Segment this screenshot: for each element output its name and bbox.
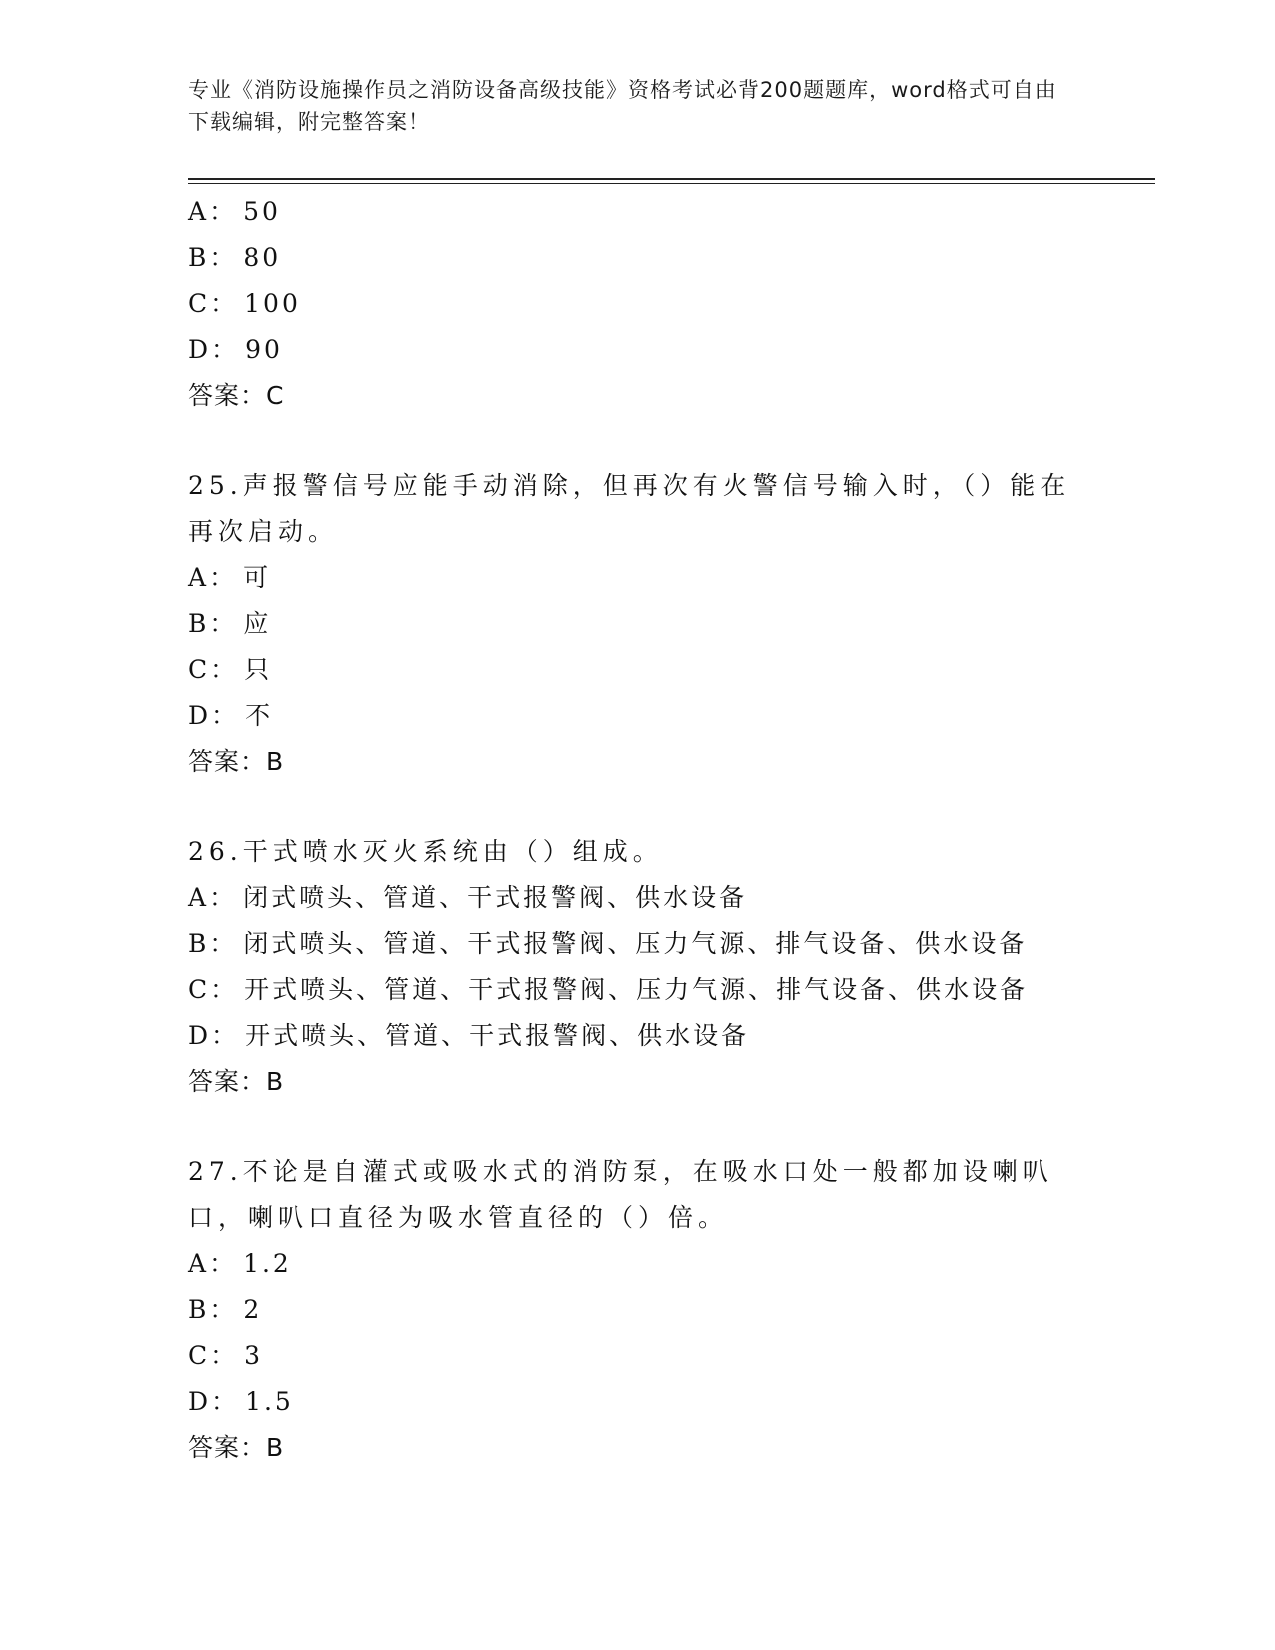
question-stem: 26.干式喷水灭火系统由（）组成。 xyxy=(188,837,663,866)
question-block xyxy=(188,189,1088,419)
option-d xyxy=(188,1013,1088,1059)
option-separator: ： xyxy=(209,929,238,958)
option-letter: C xyxy=(188,289,211,318)
option-text: 开式喷头、管道、干式报警阀、供水设备 xyxy=(245,1021,750,1050)
header-divider xyxy=(188,178,1155,180)
option-letter: B xyxy=(188,243,210,272)
option-d xyxy=(188,1379,1088,1425)
spacer xyxy=(188,419,1088,463)
option-text: 90 xyxy=(245,335,283,364)
option-separator: ： xyxy=(211,1021,240,1050)
answer-line: 答案：B xyxy=(188,1067,285,1096)
option-d xyxy=(188,327,1088,373)
option-a xyxy=(188,1241,1088,1287)
option-text: 可 xyxy=(243,563,272,592)
option-separator: ： xyxy=(210,289,239,318)
answer-line: 答案：B xyxy=(188,1433,285,1462)
option-letter: B xyxy=(188,1295,210,1324)
question-block xyxy=(188,463,1088,785)
question-stem: 27.不论是自灌式或吸水式的消防泵，在吸水口处一般都加设喇叭口，喇叭口直径为吸水管直径的（）倍。 xyxy=(188,1157,1053,1232)
option-text: 100 xyxy=(244,289,301,318)
option-separator: ： xyxy=(209,243,238,272)
option-text: 应 xyxy=(243,609,272,638)
option-separator: ： xyxy=(211,701,240,730)
option-b xyxy=(188,601,1088,647)
spacer xyxy=(188,1105,1088,1149)
option-text: 80 xyxy=(243,243,282,272)
option-c xyxy=(188,647,1088,693)
option-a xyxy=(188,189,1088,235)
option-letter: B xyxy=(188,929,210,958)
option-letter: A xyxy=(188,1249,210,1278)
option-text: 不 xyxy=(245,701,274,730)
option-separator: ： xyxy=(211,1387,240,1416)
option-text: 闭式喷头、管道、干式报警阀、压力气源、排气设备、供水设备 xyxy=(243,929,1028,958)
option-letter: C xyxy=(188,975,211,1004)
option-separator: ： xyxy=(210,1341,239,1370)
option-text: 闭式喷头、管道、干式报警阀、供水设备 xyxy=(243,883,748,912)
option-b xyxy=(188,1287,1088,1333)
answer-line: 答案：C xyxy=(188,381,285,410)
option-a xyxy=(188,555,1088,601)
header-divider-thin xyxy=(188,183,1155,184)
option-b xyxy=(188,921,1088,967)
option-letter: D xyxy=(188,1387,212,1416)
option-text: 1.5 xyxy=(245,1387,294,1416)
option-text: 开式喷头、管道、干式报警阀、压力气源、排气设备、供水设备 xyxy=(244,975,1029,1004)
question-block xyxy=(188,829,1088,1105)
question-stem: 25.声报警信号应能手动消除，但再次有火警信号输入时，（）能在再次启动。 xyxy=(188,471,1071,546)
option-letter: A xyxy=(188,197,210,226)
option-text: 3 xyxy=(244,1341,264,1370)
option-c xyxy=(188,1333,1088,1379)
option-letter: D xyxy=(188,1021,212,1050)
option-c xyxy=(188,967,1088,1013)
option-separator: ： xyxy=(209,609,238,638)
option-separator: ： xyxy=(209,563,238,592)
option-letter: B xyxy=(188,609,210,638)
document-header: 专业《消防设施操作员之消防设备高级技能》资格考试必背200题题库，word格式可自由下载编辑，附完整答案！ xyxy=(188,78,1057,134)
option-letter: D xyxy=(188,701,212,730)
option-text: 1.2 xyxy=(243,1249,292,1278)
option-letter: D xyxy=(188,335,212,364)
option-text: 只 xyxy=(244,655,273,684)
option-text: 2 xyxy=(243,1295,263,1324)
option-separator: ： xyxy=(209,1249,238,1278)
option-text: 50 xyxy=(243,197,281,226)
option-separator: ： xyxy=(209,883,238,912)
option-letter: A xyxy=(188,563,210,592)
question-block xyxy=(188,1149,1088,1471)
answer-line: 答案：B xyxy=(188,747,285,776)
option-separator: ： xyxy=(210,655,239,684)
option-d xyxy=(188,693,1088,739)
option-separator: ： xyxy=(209,1295,238,1324)
option-separator: ： xyxy=(209,197,238,226)
option-separator: ： xyxy=(210,975,239,1004)
option-a xyxy=(188,875,1088,921)
option-separator: ： xyxy=(211,335,240,364)
option-b xyxy=(188,235,1088,281)
question-list xyxy=(188,189,1088,1471)
option-c xyxy=(188,281,1088,327)
spacer xyxy=(188,785,1088,829)
option-letter: C xyxy=(188,655,211,684)
option-letter: C xyxy=(188,1341,211,1370)
option-letter: A xyxy=(188,883,210,912)
